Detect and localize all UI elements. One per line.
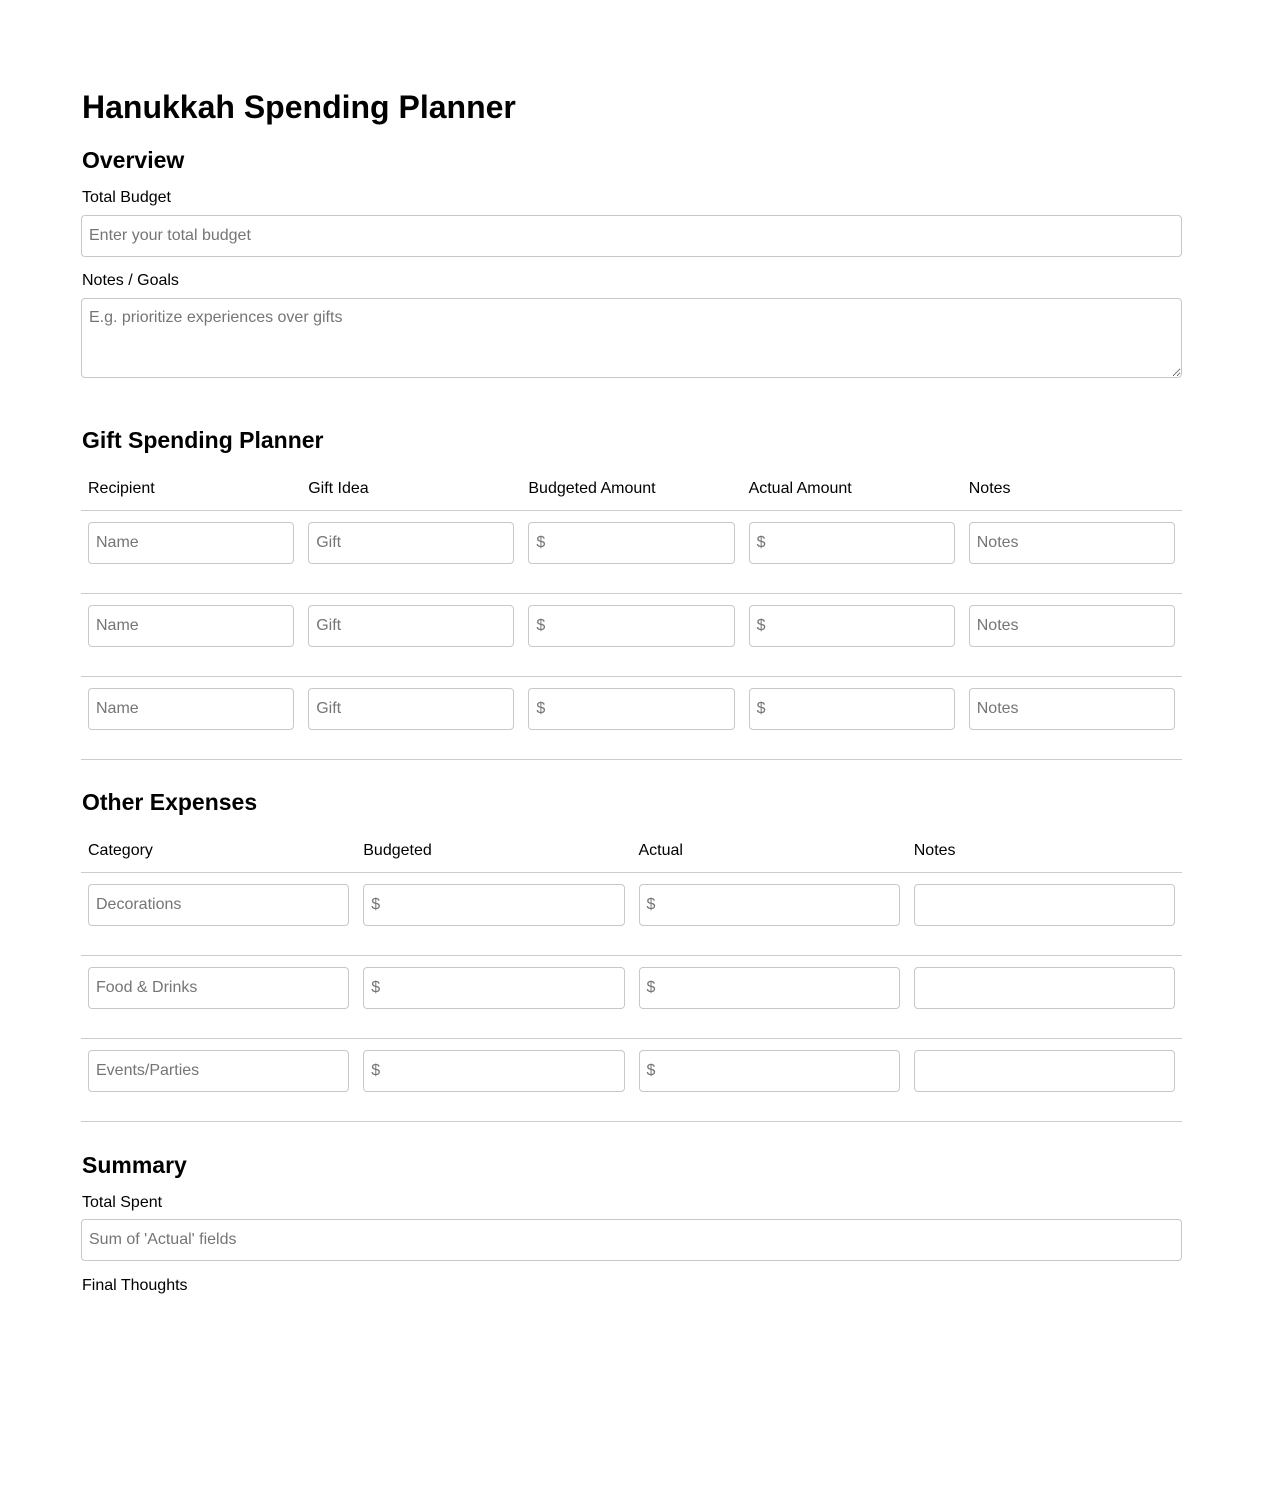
- gift-table: [81, 479, 1182, 760]
- budgeted-input[interactable]: [363, 884, 624, 926]
- gift-row: [81, 677, 1182, 760]
- table-cell: [356, 1039, 631, 1122]
- table-cell: [632, 956, 907, 1039]
- budgeted-placeholder: $: [371, 896, 381, 913]
- overview-heading: Overview: [82, 147, 185, 173]
- notes-goals-label: Notes / Goals: [82, 272, 179, 289]
- table-cell: [81, 956, 356, 1039]
- gift-field: [308, 688, 514, 730]
- notes-placeholder: Notes: [976, 534, 1019, 551]
- table-cell: [907, 956, 1182, 1039]
- budgeted-field: [528, 522, 734, 564]
- gift-input[interactable]: [308, 688, 514, 730]
- budgeted-input[interactable]: [363, 967, 624, 1009]
- table-cell: [632, 873, 907, 956]
- recipient-field: [88, 688, 294, 730]
- actual-field: [639, 967, 900, 1009]
- col-actual: Actual: [632, 841, 907, 873]
- col-recipient: Recipient: [81, 479, 301, 511]
- table-cell: [81, 1039, 356, 1122]
- actual-placeholder: $: [756, 700, 766, 717]
- table-cell: [521, 511, 741, 594]
- col-gift-idea: Gift Idea: [301, 479, 521, 511]
- category-input[interactable]: [88, 967, 349, 1009]
- table-cell: [907, 873, 1182, 956]
- category-field: [88, 967, 349, 1009]
- budgeted-input[interactable]: [528, 522, 734, 564]
- category-placeholder: Decorations: [96, 896, 182, 913]
- notes-input[interactable]: [914, 1050, 1175, 1092]
- category-placeholder: Food & Drinks: [96, 979, 198, 996]
- col-actual-amount: Actual Amount: [742, 479, 962, 511]
- table-cell: [962, 594, 1182, 677]
- expense-row: [81, 873, 1182, 956]
- gift-planner-heading: Gift Spending Planner: [82, 427, 324, 453]
- notes-field: [969, 688, 1175, 730]
- table-cell: [81, 873, 356, 956]
- notes-field: [969, 605, 1175, 647]
- category-input[interactable]: [88, 1050, 349, 1092]
- budgeted-placeholder: $: [371, 979, 381, 996]
- total-spent-label: Total Spent: [82, 1194, 163, 1211]
- table-cell: [356, 956, 631, 1039]
- category-placeholder: Events/Parties: [96, 1062, 200, 1079]
- notes-goals-textarea[interactable]: [81, 298, 1182, 378]
- other-expenses-table: [81, 841, 1182, 1122]
- gift-field: [308, 605, 514, 647]
- recipient-input[interactable]: [88, 522, 294, 564]
- col-budgeted-amount: Budgeted Amount: [521, 479, 741, 511]
- notes-field: [914, 1050, 1175, 1092]
- budgeted-field: [363, 884, 624, 926]
- notes-placeholder: Notes: [976, 617, 1019, 634]
- budgeted-field: [363, 967, 624, 1009]
- table-cell: [301, 677, 521, 760]
- col-notes: Notes: [962, 479, 1182, 511]
- other-expenses-heading: Other Expenses: [82, 789, 258, 815]
- actual-placeholder: $: [646, 1062, 656, 1079]
- budgeted-placeholder: $: [536, 700, 546, 717]
- recipient-field: [88, 605, 294, 647]
- table-cell: [521, 594, 741, 677]
- actual-input[interactable]: [749, 688, 955, 730]
- table-cell: [962, 677, 1182, 760]
- notes-input[interactable]: [969, 522, 1175, 564]
- notes-input[interactable]: [969, 688, 1175, 730]
- notes-input[interactable]: [969, 605, 1175, 647]
- recipient-input[interactable]: [88, 605, 294, 647]
- notes-field: [969, 522, 1175, 564]
- notes-field: [914, 884, 1175, 926]
- actual-field: [749, 522, 955, 564]
- table-cell: [301, 511, 521, 594]
- table-cell: [907, 1039, 1182, 1122]
- table-cell: [356, 873, 631, 956]
- budgeted-placeholder: $: [371, 1062, 381, 1079]
- budgeted-placeholder: $: [536, 617, 546, 634]
- category-field: [88, 1050, 349, 1092]
- gift-input[interactable]: [308, 605, 514, 647]
- table-cell: [521, 677, 741, 760]
- notes-placeholder: Notes: [976, 700, 1019, 717]
- gift-field: [308, 522, 514, 564]
- gift-input[interactable]: [308, 522, 514, 564]
- expense-row: [81, 956, 1182, 1039]
- actual-input[interactable]: [639, 884, 900, 926]
- notes-field: [914, 967, 1175, 1009]
- recipient-placeholder: Name: [96, 534, 139, 551]
- table-cell: [632, 1039, 907, 1122]
- recipient-field: [88, 522, 294, 564]
- table-cell: [301, 594, 521, 677]
- col-budgeted: Budgeted: [356, 841, 631, 873]
- notes-input[interactable]: [914, 967, 1175, 1009]
- table-cell: [81, 511, 301, 594]
- final-thoughts-label: Final Thoughts: [82, 1277, 188, 1294]
- table-cell: [81, 594, 301, 677]
- gift-row: [81, 594, 1182, 677]
- budgeted-field: [528, 605, 734, 647]
- expense-row: [81, 1039, 1182, 1122]
- total-budget-label: Total Budget: [82, 189, 171, 206]
- summary-heading: Summary: [82, 1152, 187, 1178]
- gift-placeholder: Gift: [316, 617, 342, 634]
- col-category: Category: [81, 841, 356, 873]
- budgeted-input[interactable]: [528, 688, 734, 730]
- actual-input[interactable]: [639, 1050, 900, 1092]
- actual-placeholder: $: [756, 617, 766, 634]
- table-cell: [742, 677, 962, 760]
- budgeted-input[interactable]: [363, 1050, 624, 1092]
- table-cell: [742, 594, 962, 677]
- budgeted-placeholder: $: [536, 534, 546, 551]
- total-spent-input[interactable]: [81, 1219, 1182, 1261]
- actual-field: [749, 605, 955, 647]
- recipient-input[interactable]: [88, 688, 294, 730]
- actual-placeholder: $: [646, 896, 656, 913]
- table-cell: [81, 677, 301, 760]
- budgeted-field: [363, 1050, 624, 1092]
- gift-placeholder: Gift: [316, 534, 342, 551]
- actual-input[interactable]: [749, 522, 955, 564]
- actual-input[interactable]: [639, 967, 900, 1009]
- table-cell: [742, 511, 962, 594]
- actual-field: [639, 884, 900, 926]
- recipient-placeholder: Name: [96, 617, 139, 634]
- col-notes: Notes: [907, 841, 1182, 873]
- actual-placeholder: $: [756, 534, 766, 551]
- recipient-placeholder: Name: [96, 700, 139, 717]
- budgeted-field: [528, 688, 734, 730]
- category-field: [88, 884, 349, 926]
- actual-input[interactable]: [749, 605, 955, 647]
- actual-placeholder: $: [646, 979, 656, 996]
- total-budget-input[interactable]: [81, 215, 1182, 257]
- page-title: Hanukkah Spending Planner: [82, 89, 516, 125]
- actual-field: [749, 688, 955, 730]
- actual-field: [639, 1050, 900, 1092]
- table-cell: [962, 511, 1182, 594]
- gift-row: [81, 511, 1182, 594]
- gift-placeholder: Gift: [316, 700, 342, 717]
- category-input[interactable]: [88, 884, 349, 926]
- notes-input[interactable]: [914, 884, 1175, 926]
- budgeted-input[interactable]: [528, 605, 734, 647]
